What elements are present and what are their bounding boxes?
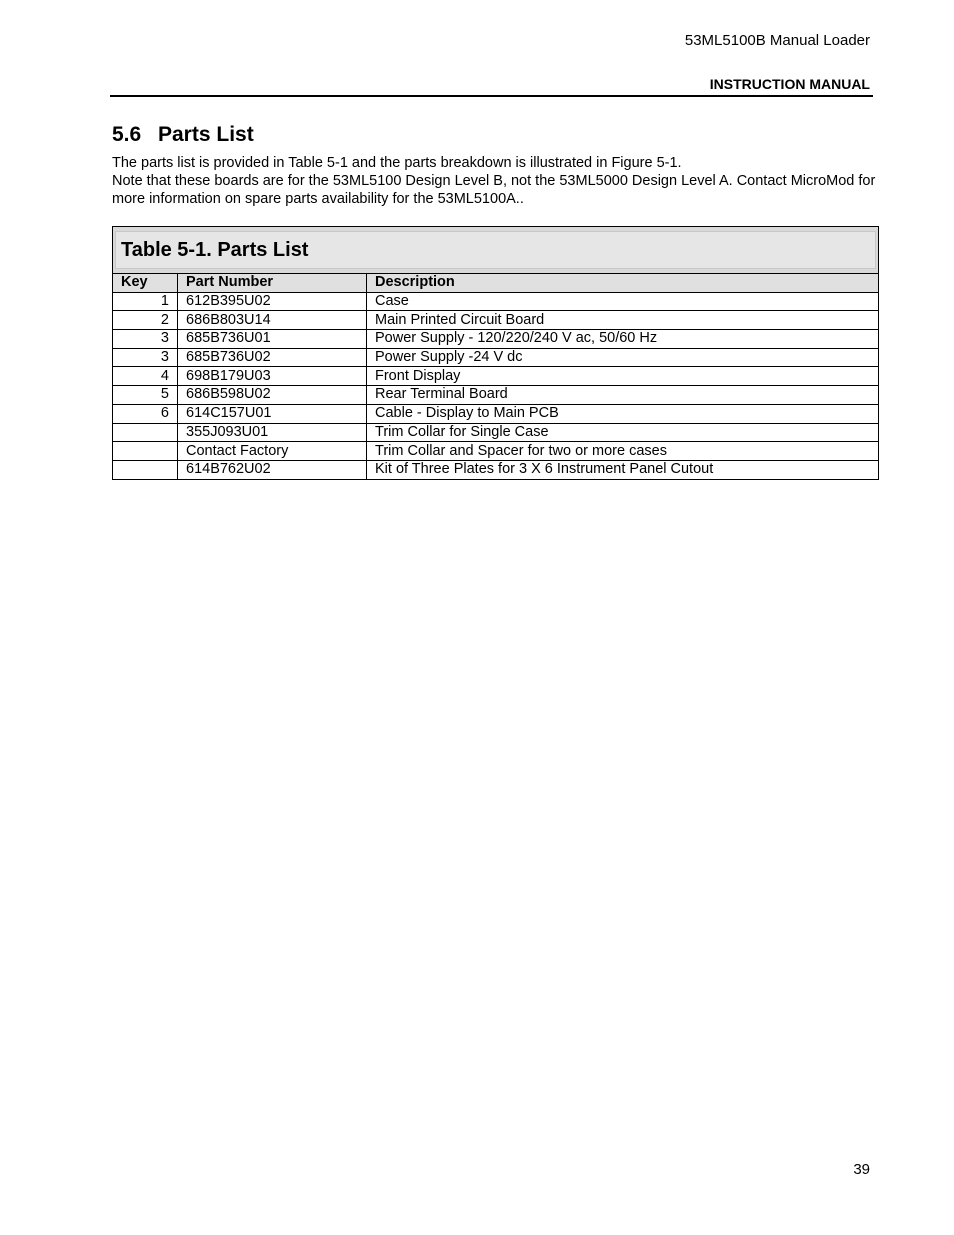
table-row bbox=[113, 348, 879, 367]
table-row bbox=[113, 423, 879, 442]
cell-description: Cable - Display to Main PCB bbox=[367, 404, 879, 423]
cell-description: Case bbox=[367, 292, 879, 311]
table-row bbox=[113, 367, 879, 386]
header-key: Key bbox=[113, 274, 178, 293]
manual-label: INSTRUCTION MANUAL bbox=[709, 76, 870, 92]
document-title: 53ML5100B Manual Loader bbox=[684, 32, 870, 49]
cell-part-number: 612B395U02 bbox=[178, 292, 367, 311]
table-body bbox=[113, 292, 879, 479]
table-header-row bbox=[113, 274, 879, 293]
cell-description: Rear Terminal Board bbox=[367, 386, 879, 405]
table-caption-row bbox=[113, 227, 879, 274]
cell-key: 5 bbox=[113, 386, 178, 405]
table-row bbox=[113, 330, 879, 349]
cell-part-number: Contact Factory bbox=[178, 442, 367, 461]
table-row bbox=[113, 386, 879, 405]
cell-part-number: 355J093U01 bbox=[178, 423, 367, 442]
intro-paragraph: The parts list is provided in Table 5-1 and the parts breakdown is illustrated in Figure 5-1. bbox=[112, 155, 682, 171]
cell-key: 3 bbox=[113, 330, 178, 349]
table-caption-cell bbox=[113, 227, 879, 274]
table-row bbox=[113, 292, 879, 311]
section-title: Parts List bbox=[158, 123, 254, 146]
section-number: 5.6 bbox=[112, 123, 142, 146]
intro-text bbox=[112, 154, 882, 208]
cell-key: 3 bbox=[113, 348, 178, 367]
cell-key: 1 bbox=[113, 292, 178, 311]
cell-description: Trim Collar for Single Case bbox=[367, 423, 879, 442]
cell-key bbox=[113, 460, 178, 479]
table-row bbox=[113, 311, 879, 330]
cell-part-number: 685B736U02 bbox=[178, 348, 367, 367]
cell-part-number: 698B179U03 bbox=[178, 367, 367, 386]
cell-key bbox=[113, 442, 178, 461]
cell-part-number: 614C157U01 bbox=[178, 404, 367, 423]
cell-part-number: 614B762U02 bbox=[178, 460, 367, 479]
cell-description: Kit of Three Plates for 3 X 6 Instrument Panel Cutout bbox=[367, 460, 879, 479]
cell-description: Power Supply - 120/220/240 V ac, 50/60 Hz bbox=[367, 330, 879, 349]
header-divider bbox=[110, 95, 873, 97]
cell-description: Main Printed Circuit Board bbox=[367, 311, 879, 330]
cell-key: 4 bbox=[113, 367, 178, 386]
cell-part-number: 685B736U01 bbox=[178, 330, 367, 349]
table-row bbox=[113, 442, 879, 461]
cell-description: Trim Collar and Spacer for two or more cases bbox=[367, 442, 879, 461]
cell-part-number: 686B803U14 bbox=[178, 311, 367, 330]
cell-part-number: 686B598U02 bbox=[178, 386, 367, 405]
table-caption: Table 5-1. Parts List bbox=[115, 231, 876, 269]
cell-description: Front Display bbox=[367, 367, 879, 386]
header-part-number: Part Number bbox=[178, 274, 367, 293]
table-row bbox=[113, 460, 879, 479]
cell-key: 2 bbox=[113, 311, 178, 330]
note-paragraph: Note that these boards are for the 53ML5100 Design Level B, not the 53ML5000 Design Level A. Contact MicroMod for more information on spare parts availability for the 53ML5100A.. bbox=[112, 173, 876, 207]
cell-description: Power Supply -24 V dc bbox=[367, 348, 879, 367]
cell-key: 6 bbox=[113, 404, 178, 423]
cell-key bbox=[113, 423, 178, 442]
section-heading bbox=[112, 123, 254, 147]
parts-table bbox=[112, 226, 879, 480]
page-number: 39 bbox=[853, 1161, 870, 1178]
table-row bbox=[113, 404, 879, 423]
header-description: Description bbox=[367, 274, 879, 293]
